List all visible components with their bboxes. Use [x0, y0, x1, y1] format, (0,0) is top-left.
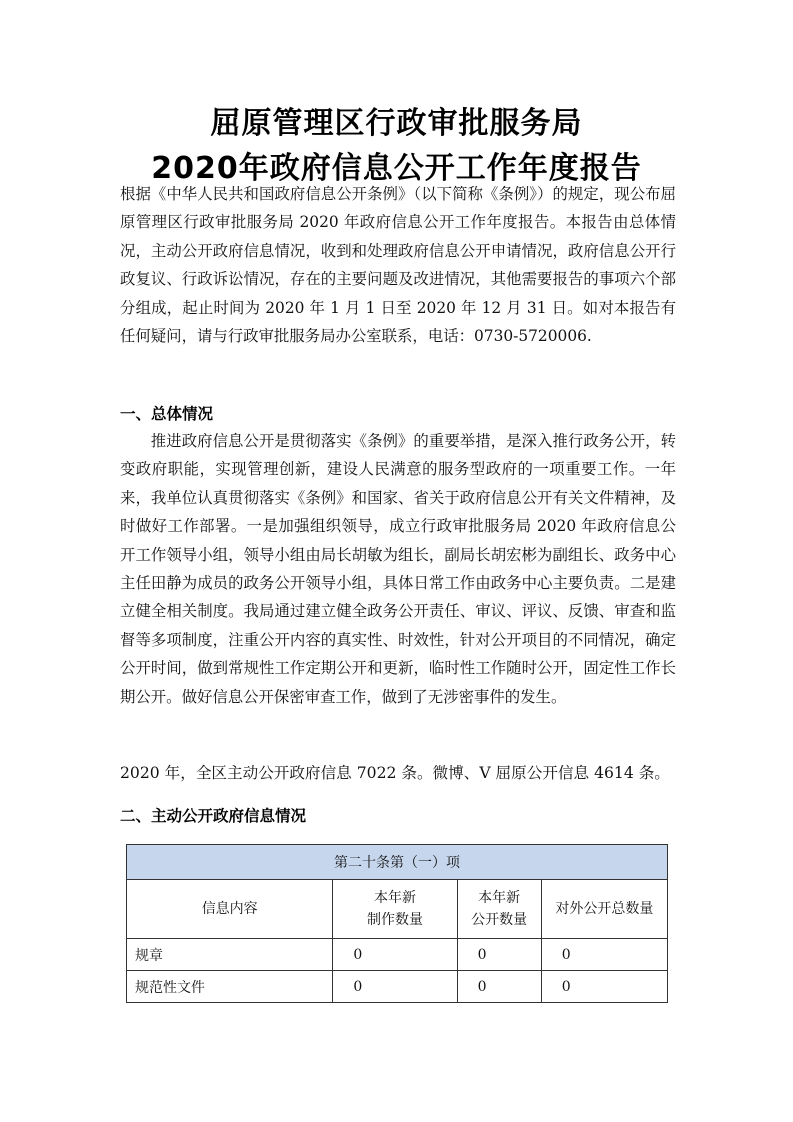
row-label: 规范性文件	[127, 971, 333, 1003]
header-new-made	[333, 880, 457, 939]
row-value: 0	[333, 971, 457, 1003]
header-new-published-text: 本年新 公开数量	[471, 890, 528, 928]
row-value: 0	[541, 939, 667, 971]
row-label: 规章	[127, 939, 333, 971]
report-title-line1: 屈原管理区行政审批服务局	[210, 106, 583, 141]
row-value: 0	[333, 939, 457, 971]
header-info-content: 信息内容	[127, 880, 333, 939]
table-row	[127, 971, 668, 1003]
section1-count: 2020 年，全区主动公开政府信息 7022 条。微博、V 屈原公开信息 4614 条。	[120, 764, 670, 782]
row-value: 0	[457, 939, 541, 971]
section1-heading: 一、总体情况	[120, 405, 214, 423]
disclosure-table	[126, 844, 668, 1003]
intro-paragraph: 根据《中华人民共和国政府信息公开条例》（以下简称《条例》）的规定，现公布屈原管理区行政审批服务局 2020 年政府信息公开工作年度报告。本报告由总体情况，主动公开政府信息情况，收到和处理政府信息公开申请情况，政府信息公开行政复议、行政诉讼情况，存在的主要问题及改进情况，其他需要报告的事项六个部分组成，起止时间为 2020 年 1 月 1 日至 2020 年 12 月 31 日。如对本报告有任何疑问，请与行政审批服务局办公室联系，电话：0730-5720006.	[120, 185, 676, 346]
row-value: 0	[457, 971, 541, 1003]
header-new-made-text: 本年新 制作数量	[366, 890, 423, 928]
section1-body: 推进政府信息公开是贯彻落实《条例》的重要举措，是深入推行政务公开，转变政府职能，实现管理创新，建设人民满意的服务型政府的一项重要工作。一年来，我单位认真贯彻落实《条例》和国家、省关于政府信息公开有关文件精神，及时做好工作部署。一是加强组织领导，成立行政审批服务局 2020 年政府信息公开工作领导小组，领导小组由局长胡敏为组长，副局长胡宏彬为副组长、政务中心主任田静为成员的政务公开领导小组，具体日常工作由政务中心主要负责。二是建立健全相关制度。我局通过建立健全政务公开责任、审议、评议、反馈、审查和监督等多项制度，注重公开内容的真实性、时效性，针对公开项目的不同情况，确定公开时间，做到常规性工作定期公开和更新，临时性工作随时公开，固定性工作长期公开。做好信息公开保密审查工作，做到了无涉密事件的发生。	[120, 432, 676, 706]
header-total-published: 对外公开总数量	[541, 880, 667, 939]
table-row	[127, 939, 668, 971]
header-new-published	[457, 880, 541, 939]
section2-heading: 二、主动公开政府信息情况	[120, 807, 307, 825]
report-title-line2: 2020年政府信息公开工作年度报告	[151, 151, 642, 186]
row-value: 0	[541, 971, 667, 1003]
table-caption: 第二十条第（一）项	[127, 845, 668, 880]
